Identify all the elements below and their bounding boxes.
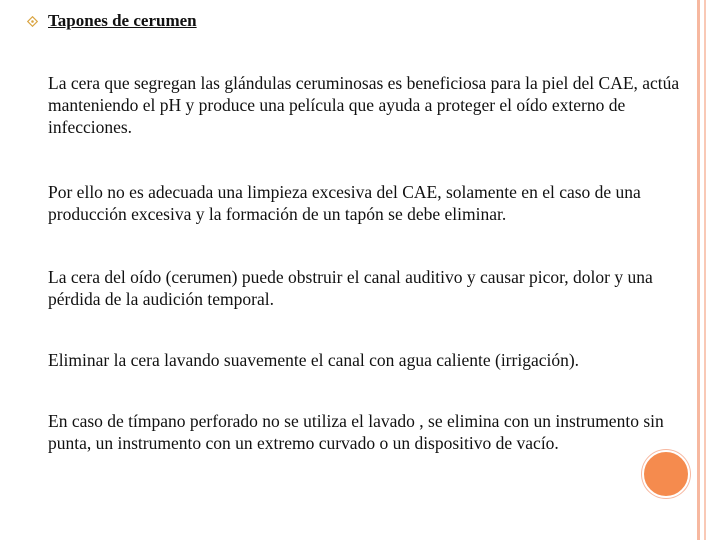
paragraph-irrigacion: Eliminar la cera lavando suavemente el canal con agua caliente (irrigación). xyxy=(48,350,580,370)
paragraph-limpieza-excesiva: Por ello no es adecuada una limpieza excesiva del CAE, solamente en el caso de una producción excesiva y la formación de un tapón se debe eliminar. xyxy=(48,182,641,224)
right-border-line-inner xyxy=(704,0,706,540)
slide-title: Tapones de cerumen xyxy=(48,11,197,30)
orange-circle-decoration xyxy=(642,450,690,498)
paragraph-timpano-perforado: En caso de tímpano perforado no se utiliza el lavado , se elimina con un instrumento sin punta, un instrumento con un extremo curvado o un dispositivo de vacío. xyxy=(48,411,664,453)
paragraph-obstruccion: La cera del oído (cerumen) puede obstruir el canal auditivo y causar picor, dolor y una pérdida de la audición temporal. xyxy=(48,267,653,309)
right-border-line xyxy=(697,0,700,540)
paragraph-cera-beneficiosa: La cera que segregan las glándulas ceruminosas es beneficiosa para la piel del CAE, actúa manteniendo el pH y produce una película que ayuda a proteger el oído externo de infecciones. xyxy=(48,73,680,137)
diamond-bullet-icon xyxy=(27,16,38,27)
